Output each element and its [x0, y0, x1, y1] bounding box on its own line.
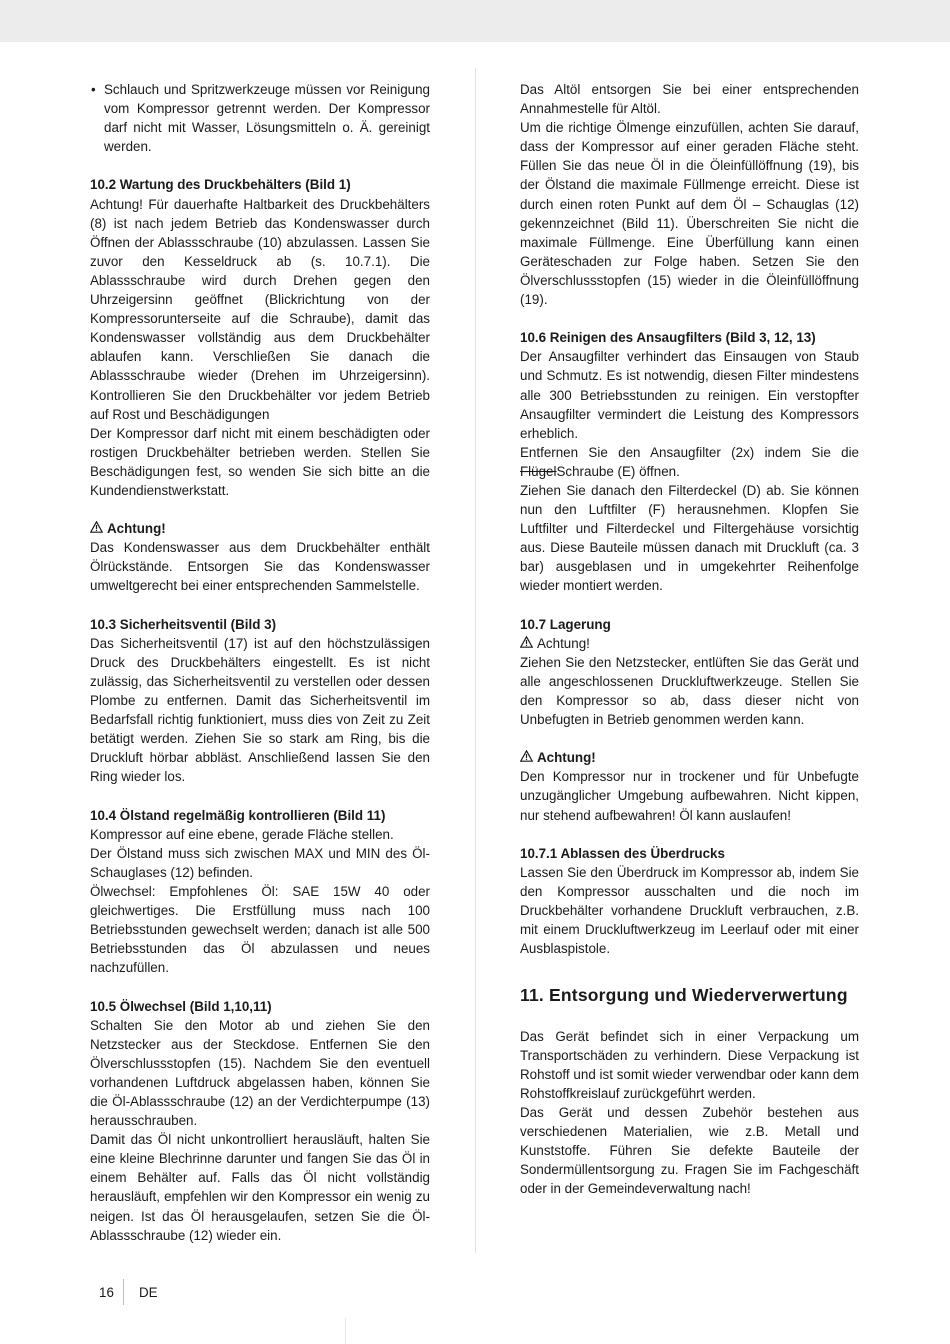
paragraph: Ziehen Sie danach den Filterdeckel (D) ab. Sie können nun den Luftfilter (F) herausnehmen. Klopfen Sie Luftfilter und Filterdeckel und Filtergehäuse vorsichtig aus. Diese Bauteile müssen danach mit Druckluft (ca. 3 bar) ausgeblasen und in umgekehrter Reihenfolge wieder montiert werden. [520, 482, 859, 594]
text-span: Schraube (E) öffnen. [556, 463, 680, 479]
left-column [90, 80, 430, 1245]
top-bar [0, 0, 950, 42]
warning-label: Achtung! [537, 635, 590, 651]
list-item-text: Schlauch und Spritzwerkzeuge müssen vor Reinigung vom Kompressor getrennt werden. Der Kompressor darf nicht mit Wasser, Lösungsmitteln o. Ä. gereinigt werden. [104, 82, 430, 155]
text-span: Entfernen Sie den Ansaugfilter (2x) indem Sie die [520, 444, 859, 460]
bottom-mark [345, 1318, 346, 1344]
paragraph: Achtung! Für dauerhafte Haltbarkeit des Druckbehälters (8) ist nach jedem Betrieb das Kondenswasser durch Öffnen der Ablassschraube (10) abzulassen. Lassen Sie zuvor den Kesseldruck ab (s. 10.7.1). Die Ablassschraube wird durch Drehen gegen den Uhrzeigersinn geöffnet (Blickrichtung von der Kompressorunterseite auf die Schraube), damit das Kondenswasser vollständig aus dem Druckbehälter ablaufen kann. Verschließen Sie danach die Ablassschraube wieder (Drehen im Uhrzeigersinn). Kontrollieren Sie den Druckbehälter vor jedem Betrieb auf Rost und Beschädigungen [90, 196, 430, 422]
paragraph: Damit das Öl nicht unkontrolliert herausläuft, halten Sie eine kleine Blechrinne darunter und fangen Sie das Öl in einem Behälter auf. Falls das Öl nicht vollständig herausläuft, empfehlen wir den Kompressor ein wenig zu neigen. Ist das Öl herausgelaufen, setzen Sie die Öl-Ablassschraube (12) wieder ein. [90, 1132, 430, 1243]
warning-label: Achtung! [537, 750, 596, 766]
paragraph: Das Sicherheitsventil (17) ist auf den höchstzulässigen Druck des Druckbehälters eingestellt. Es ist nicht zulässig, das Sicherheitsventil zu verstellen oder dessen Plombe zu entfernen. Damit das Sicherheitsventil im Bedarfsfall richtig funktioniert, muss dies von Zeit zu Zeit betätigt werden. Ziehen Sie so stark am Ring, bis die Druckluft hörbar abbläst. Anschließend lassen Sie den Ring wieder los. [90, 635, 430, 785]
paragraph: Das Gerät und dessen Zubehör bestehen aus verschiedenen Materialien, wie z.B. Metall und Kunststoffe. Führen Sie defekte Bauteile der Sondermüllentsorgung zu. Fragen Sie im Fachgeschäft oder in der Gemeindeverwaltung nach! [520, 1104, 859, 1197]
warning-heading [90, 519, 430, 538]
paragraph: Der Kompressor darf nicht mit einem beschädigten oder rostigen Druckbehälter betrieben werden. Stellen Sie Beschädigungen fest, so wenden Sie sich bitte an die Kundendienstwerkstatt. [90, 425, 430, 498]
language-code: DE [139, 1285, 158, 1300]
paragraph: Der Ansaugfilter verhindert das Einsaugen von Staub und Schmutz. Es ist notwendig, diesen Filter mindestens alle 300 Betriebsstunden zu reinigen. Ein verstopfter Ansaugfilter vermindert die Leistung des Kompressors erheblich. [520, 349, 859, 441]
section-heading-10-7-1: 10.7.1 Ablassen des Überdrucks [520, 845, 725, 861]
paragraph: Ölwechsel: Empfohlenes Öl: SAE 15W 40 oder gleichwertiges. Die Erstfüllung muss nach 100 Betriebsstunden gewechselt werden; danach ist alle 500 Betriebsstunden das Öl abzulassen und neues nachzufüllen. [90, 883, 430, 976]
paragraph: Lassen Sie den Überdruck im Kompressor ab, indem Sie den Kompressor ausschalten und die noch im Druckbehälter vorhandene Druckluft verbrauchen, z.B. mit einem Druckluftwerkzeug im Leerlauf oder mit einer Ausblaspistole. [520, 864, 859, 957]
warning-heading [520, 748, 859, 767]
paragraph: Das Kondenswasser aus dem Druckbehälter enthält Ölrückstände. Entsorgen Sie das Kondenswasser umweltgerecht bei einer entsprechenden Sammelstelle. [90, 540, 430, 594]
warning-line [520, 634, 859, 653]
list-item [90, 80, 430, 156]
column-divider [475, 68, 476, 1253]
warning-label: Achtung! [107, 521, 166, 537]
paragraph: Das Gerät befindet sich in einer Verpackung um Transportschäden zu verhindern. Diese Verpackung ist Rohstoff und ist somit wieder verwendbar oder kann dem Rohstoffkreislauf zurückgeführt werden. [520, 1028, 859, 1101]
paragraph: Um die richtige Ölmenge einzufüllen, achten Sie darauf, dass der Kompressor auf einer geraden Fläche steht. Füllen Sie das neue Öl in die Öleinfüllöffnung (19), bis der Ölstand die maximale Füllmenge erreicht. Diese ist durch einen roten Punkt auf dem Öl – Schauglas (12) gekennzeichnet (Bild 11). Überschreiten Sie nicht die maximale Füllmenge. Eine Überfüllung kann einen Geräteschaden zur Folge haben. Setzen Sie den Ölverschlussstopfen (15) wieder in die Öleinfüllöffnung (19). [520, 120, 859, 308]
paragraph: Den Kompressor nur in trockener und für Unbefugte unzugänglicher Umgebung aufbewahren. Nicht kippen, nur stehend aufbewahren! Öl kann auslaufen! [520, 769, 859, 823]
paragraph: Schalten Sie den Motor ab und ziehen Sie den Netzstecker aus der Steckdose. Entfernen Sie den Ölverschlussstopfen (15). Nachdem Sie den eventuell vorhandenen Luftdruck abgelassen haben, können Sie die Öl-Ablassschraube (12) an der Verdichterpumpe (13) herausschrauben. [90, 1017, 430, 1129]
section-heading-10-2: 10.2 Wartung des Druckbehälters (Bild 1) [90, 177, 351, 193]
right-column [520, 80, 859, 1198]
section-heading-10-5: 10.5 Ölwechsel (Bild 1,10,11) [90, 998, 272, 1014]
warning-triangle-icon [90, 519, 103, 538]
section-heading-10-6: 10.6 Reinigen des Ansaugfilters (Bild 3, 12, 13) [520, 330, 816, 346]
warning-triangle-icon [520, 634, 533, 653]
section-heading-10-7: 10.7 Lagerung [520, 616, 611, 632]
paragraph: Ziehen Sie den Netzstecker, entlüften Sie das Gerät und alle angeschlossenen Druckluftwerkzeuge. Stellen Sie den Kompressor so ab, dass dieser nicht von Unbefugten in Betrieb genommen werden kann. [520, 654, 859, 728]
page-number: 16 [99, 1285, 114, 1300]
paragraph: Der Ölstand muss sich zwischen MAX und MIN des Öl-Schauglases (12) befinden. [90, 845, 430, 880]
footer-divider [123, 1279, 124, 1305]
chapter-heading-11: 11. Entsorgung und Wiederverwertung [520, 985, 848, 1006]
warning-triangle-icon [520, 748, 533, 767]
struck-text: Flügel [520, 463, 557, 479]
section-heading-10-4: 10.4 Ölstand regelmäßig kontrollieren (Bild 11) [90, 807, 386, 823]
section-heading-10-3: 10.3 Sicherheitsventil (Bild 3) [90, 616, 277, 632]
bullet-icon: • [91, 82, 96, 97]
paragraph: Kompressor auf eine ebene, gerade Fläche stellen. [90, 826, 394, 842]
paragraph [520, 443, 859, 481]
paragraph: Das Altöl entsorgen Sie bei einer entsprechenden Annahmestelle für Altöl. [520, 82, 859, 117]
